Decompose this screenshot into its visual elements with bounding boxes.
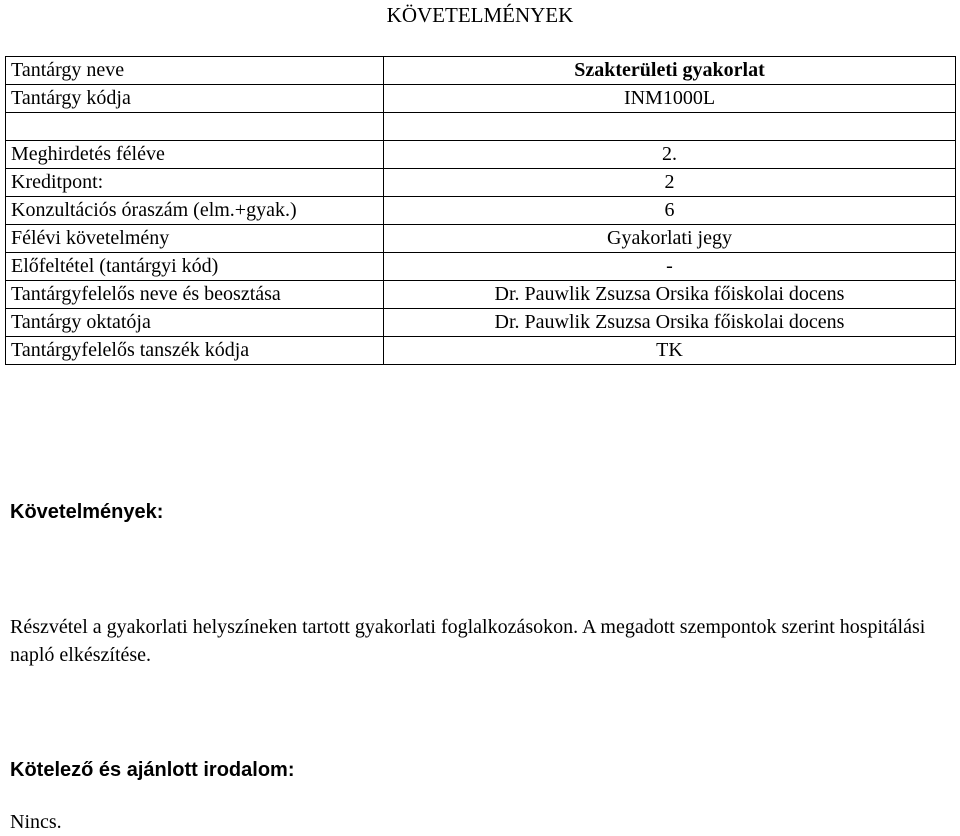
table-row — [6, 197, 956, 225]
row-value: 2. — [384, 141, 956, 169]
table-row — [6, 225, 956, 253]
row-label: Előfeltétel (tantárgyi kód) — [6, 253, 384, 281]
table-row — [6, 57, 956, 85]
row-label: Félévi követelmény — [6, 225, 384, 253]
row-label: Tantárgy oktatója — [6, 309, 384, 337]
requirements-heading: Követelmények: — [10, 501, 164, 523]
row-label: Tantárgy neve — [6, 57, 384, 85]
requirements-text: Részvétel a gyakorlati helyszíneken tartott gyakorlati foglalkozásokon. A megadott szempontok szerint hospitálási napló elkészítése. — [10, 616, 926, 666]
row-label: Kreditpont: — [6, 169, 384, 197]
row-label: Tantárgyfelelős tanszék kódja — [6, 337, 384, 365]
course-info-table — [5, 56, 956, 365]
table-row — [6, 309, 956, 337]
literature-heading: Kötelező és ajánlott irodalom: — [10, 759, 295, 781]
table-row — [6, 169, 956, 197]
table-row — [6, 141, 956, 169]
row-value: Dr. Pauwlik Zsuzsa Orsika főiskolai docens — [384, 281, 956, 309]
row-label: Tantárgyfelelős neve és beosztása — [6, 281, 384, 309]
table-row — [6, 253, 956, 281]
row-value: Gyakorlati jegy — [384, 225, 956, 253]
row-label: Konzultációs óraszám (elm.+gyak.) — [6, 197, 384, 225]
literature-text: Nincs. — [10, 811, 62, 833]
row-value: Szakterületi gyakorlat — [384, 57, 956, 85]
table-row — [6, 281, 956, 309]
row-label — [6, 113, 384, 141]
row-value: 2 — [384, 169, 956, 197]
page-title: KÖVETELMÉNYEK — [386, 3, 574, 27]
row-label: Meghirdetés féléve — [6, 141, 384, 169]
table-row — [6, 113, 956, 141]
row-value: INM1000L — [384, 85, 956, 113]
row-value: 6 — [384, 197, 956, 225]
table-row — [6, 337, 956, 365]
row-value: TK — [384, 337, 956, 365]
row-value: Dr. Pauwlik Zsuzsa Orsika főiskolai docens — [384, 309, 956, 337]
row-label: Tantárgy kódja — [6, 85, 384, 113]
table-row — [6, 85, 956, 113]
row-value — [384, 113, 956, 141]
row-value: - — [384, 253, 956, 281]
course-info-body — [6, 57, 956, 365]
